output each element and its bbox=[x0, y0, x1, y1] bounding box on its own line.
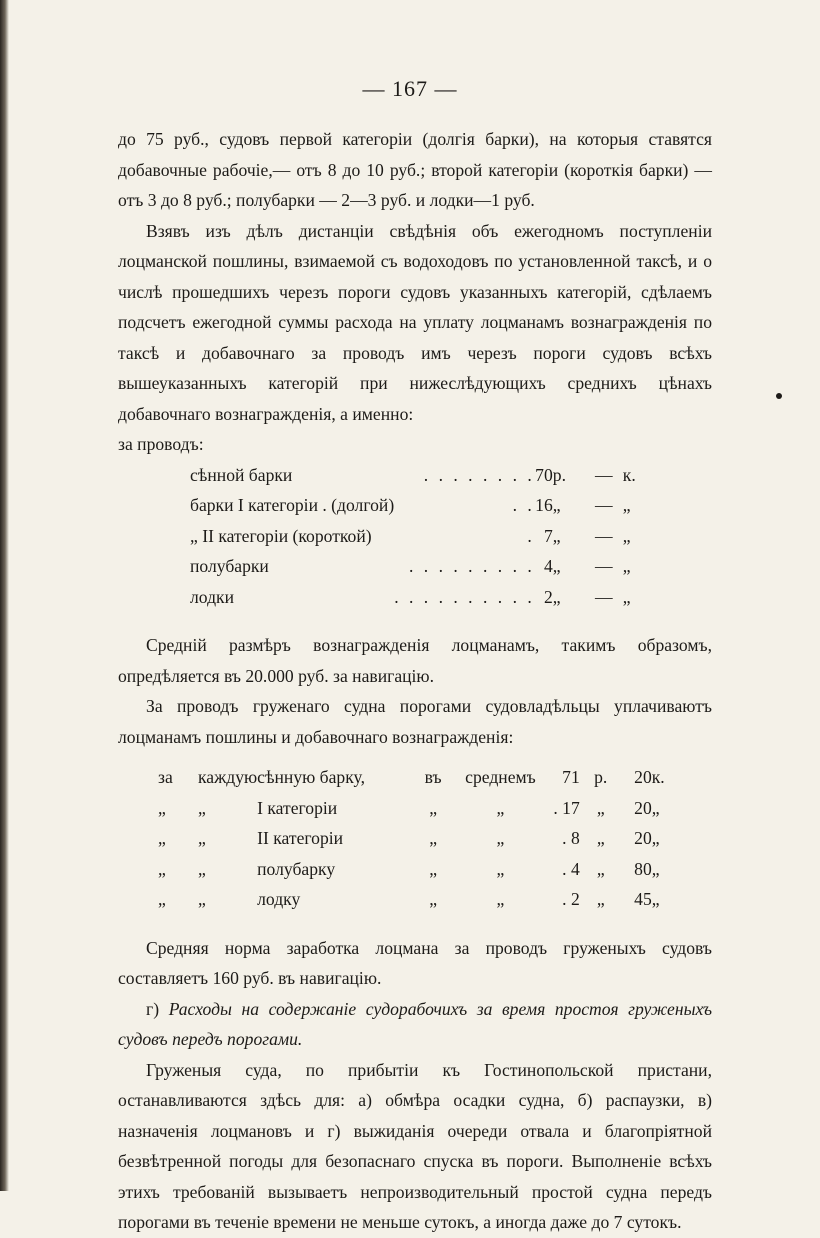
pilot-rate-rub: „ bbox=[552, 556, 561, 576]
paragraph-idle-time: Груженыя суда, по прибытіи къ Гостинопольской пристани, останавливаются здѣсь для: а) обмѣра осадки судна, б) распаузки, в) назначенія лоцмановъ и г) выжиданія очереди отвала и благопріятной безвѣтренной погоды для безопаснаго спуска въ пороги. Выполненіе всѣхъ этихъ требованій вызываетъ непроизводительный простой судна передъ порогами въ теченіе времени не меньше сутокъ, а иногда даже до 7 сутокъ. bbox=[118, 1059, 712, 1232]
loaded-rate-c2: „ bbox=[198, 858, 206, 879]
loaded-rate-c6: . 17 bbox=[553, 797, 580, 818]
pilot-rate-row bbox=[190, 551, 643, 582]
loaded-rate-c7: р. bbox=[594, 767, 608, 787]
loaded-rate-c6: 71 bbox=[562, 767, 580, 787]
loaded-rate-c7: „ bbox=[596, 828, 605, 848]
loaded-rate-c5: „ bbox=[496, 889, 505, 909]
pilot-rate-label: барки I категоріи . (долгой) bbox=[190, 495, 395, 515]
pilot-rate-rub: „ bbox=[552, 525, 561, 546]
loaded-rate-c8: 20 bbox=[634, 767, 652, 787]
loaded-rate-c8: 45 bbox=[634, 889, 652, 909]
pilot-rate-dots: . bbox=[527, 525, 535, 546]
loaded-rate-c9: „ bbox=[651, 828, 660, 848]
loaded-rate-c4: „ bbox=[429, 797, 438, 818]
loaded-rate-c9: „ bbox=[651, 858, 660, 879]
pilot-rate-amount: 4 bbox=[543, 556, 553, 576]
pilot-rate-kop: „ bbox=[622, 556, 631, 576]
paragraph-average-pay: Средній размѣръ вознагражденія лоцманамъ, такимъ образомъ, опредѣляется въ 20.000 руб. за навигацію. bbox=[118, 635, 712, 686]
loaded-rate-c5: „ bbox=[496, 828, 505, 848]
loaded-rate-c4: „ bbox=[429, 828, 438, 848]
pilot-rate-label: полубарки bbox=[190, 556, 269, 576]
loaded-rates-table bbox=[158, 762, 678, 915]
loaded-rate-c2: „ bbox=[198, 797, 206, 818]
loaded-rate-c5: „ bbox=[496, 858, 505, 879]
pilot-rate-label: „ II категоріи (короткой) bbox=[190, 525, 372, 546]
loaded-rate-c8: 20 bbox=[634, 797, 652, 818]
loaded-rate-c3: II категоріи bbox=[257, 828, 344, 848]
pilot-rate-row bbox=[190, 460, 643, 491]
loaded-rate-c4: въ bbox=[424, 767, 442, 787]
pilot-rate-rub: „ bbox=[552, 586, 561, 607]
pilot-rate-amount: 70 bbox=[535, 464, 553, 485]
pilot-rate-kop: „ bbox=[622, 495, 631, 515]
loaded-rate-c1: „ bbox=[158, 858, 166, 879]
loaded-rate-c8: 20 bbox=[634, 828, 652, 848]
loaded-rate-row bbox=[158, 854, 678, 885]
loaded-rate-row bbox=[158, 793, 678, 824]
pilot-rate-dash: — bbox=[594, 464, 613, 485]
loaded-rate-c1: „ bbox=[158, 889, 166, 909]
margin-dot bbox=[776, 393, 782, 399]
pilot-rate-amount: 16 bbox=[535, 495, 553, 515]
pilot-rate-row bbox=[190, 521, 643, 552]
loaded-rate-c6: . 8 bbox=[562, 828, 580, 848]
paragraph-loaded-vessels: За проводъ груженаго судна порогами судовладѣльцы уплачиваютъ лоцманамъ пошлины и добавочнаго вознагражденія: bbox=[118, 696, 712, 747]
pilot-rate-kop: к. bbox=[622, 464, 636, 485]
loaded-rate-c9: к. bbox=[651, 767, 665, 787]
pilot-rate-dash: — bbox=[594, 586, 613, 607]
loaded-rate-c3: лодку bbox=[257, 889, 301, 909]
paragraph-norm: Средняя норма заработка лоцмана за проводъ груженыхъ судовъ составляетъ 160 руб. въ навигацію. bbox=[118, 937, 712, 988]
loaded-rate-c3: сѣнную барку, bbox=[257, 767, 365, 787]
loaded-rate-c4: „ bbox=[429, 858, 438, 879]
section-heading: Расходы на содержаніе судорабочихъ за время простоя груженыхъ судовъ передъ порогами. bbox=[118, 998, 712, 1049]
pilot-rate-dots: . . . . . . . . . . bbox=[394, 586, 535, 607]
pilot-rates-table bbox=[190, 460, 643, 613]
paragraph-calculation-tail: за проводъ: bbox=[118, 434, 204, 454]
pilot-rate-dash: — bbox=[594, 495, 613, 515]
pilot-rate-row bbox=[190, 582, 643, 613]
pilot-rate-label: сѣнной барки bbox=[190, 464, 293, 485]
loaded-rate-c9: „ bbox=[651, 889, 660, 909]
pilot-rate-amount: 7 bbox=[543, 525, 553, 546]
section-label: г) bbox=[146, 998, 160, 1019]
loaded-rate-c5: среднемъ bbox=[465, 767, 536, 787]
loaded-rate-c7: „ bbox=[596, 858, 605, 879]
pilot-rate-dots: . . . . . . . . . bbox=[408, 556, 535, 576]
page-number: — 167 — bbox=[362, 76, 458, 101]
pilot-rate-rub: „ bbox=[552, 495, 561, 515]
loaded-rate-c7: „ bbox=[596, 889, 605, 909]
pilot-rate-kop: „ bbox=[622, 525, 631, 546]
body-text bbox=[118, 124, 712, 1238]
pilot-rate-kop: „ bbox=[622, 586, 631, 607]
loaded-rate-c5: „ bbox=[496, 797, 505, 818]
loaded-rate-c8: 80 bbox=[634, 858, 652, 879]
loaded-rate-c2: „ bbox=[198, 889, 206, 909]
loaded-rate-c1: „ bbox=[158, 797, 166, 818]
paragraph-rates-continued: до 75 руб., судовъ первой категоріи (долгія барки), на которыя ставятся добавочные рабочіе,— отъ 8 до 10 руб.; второй категоріи (короткія барки) — отъ 3 до 8 руб.; полубарки — 2—3 руб. и лодки—1 руб. bbox=[118, 129, 712, 210]
loaded-rate-c1: за bbox=[158, 767, 173, 787]
pilot-rate-dots: . . . . . . . . bbox=[423, 464, 535, 485]
loaded-rate-c6: . 2 bbox=[562, 889, 580, 909]
loaded-rate-c2: каждую bbox=[198, 767, 258, 787]
pilot-rate-amount: 2 bbox=[543, 586, 553, 607]
loaded-rate-c4: „ bbox=[429, 889, 438, 909]
loaded-rate-c3: полубарку bbox=[257, 858, 336, 879]
loaded-rate-c7: „ bbox=[596, 797, 605, 818]
loaded-rate-c3: I категоріи bbox=[257, 797, 338, 818]
paragraph-calculation: Взявъ изъ дѣлъ дистанціи свѣдѣнія объ ежегодномъ поступленіи лоцманской пошлины, взимаемой съ водоходовъ по установленной таксѣ, и о числѣ прошедшихъ черезъ пороги судовъ указанныхъ категорій, сдѣлаемъ подсчетъ ежегодной суммы расхода на уплату лоцманамъ вознагражденія по таксѣ и добавочнаго за проводъ имъ черезъ пороги судовъ всѣхъ вышеуказанныхъ категорій при нижеслѣдующихъ среднихъ цѣнахъ добавочнаго вознагражденія, а именно: bbox=[118, 220, 712, 424]
loaded-rate-c1: „ bbox=[158, 828, 166, 848]
loaded-rate-c6: . 4 bbox=[562, 858, 580, 879]
loaded-rate-c2: „ bbox=[198, 828, 206, 848]
pilot-rate-rub: р. bbox=[552, 464, 566, 485]
loaded-rate-row bbox=[158, 884, 678, 915]
pilot-rate-dash: — bbox=[594, 525, 613, 546]
pilot-rate-row bbox=[190, 490, 643, 521]
loaded-rate-c9: „ bbox=[651, 797, 660, 818]
loaded-rate-row bbox=[158, 762, 678, 793]
pilot-rate-dots: . . bbox=[512, 495, 535, 515]
paragraph-section-g bbox=[118, 994, 712, 1055]
loaded-rate-row bbox=[158, 823, 678, 854]
pilot-rate-dash: — bbox=[594, 556, 613, 576]
pilot-rate-label: лодки bbox=[190, 586, 234, 607]
